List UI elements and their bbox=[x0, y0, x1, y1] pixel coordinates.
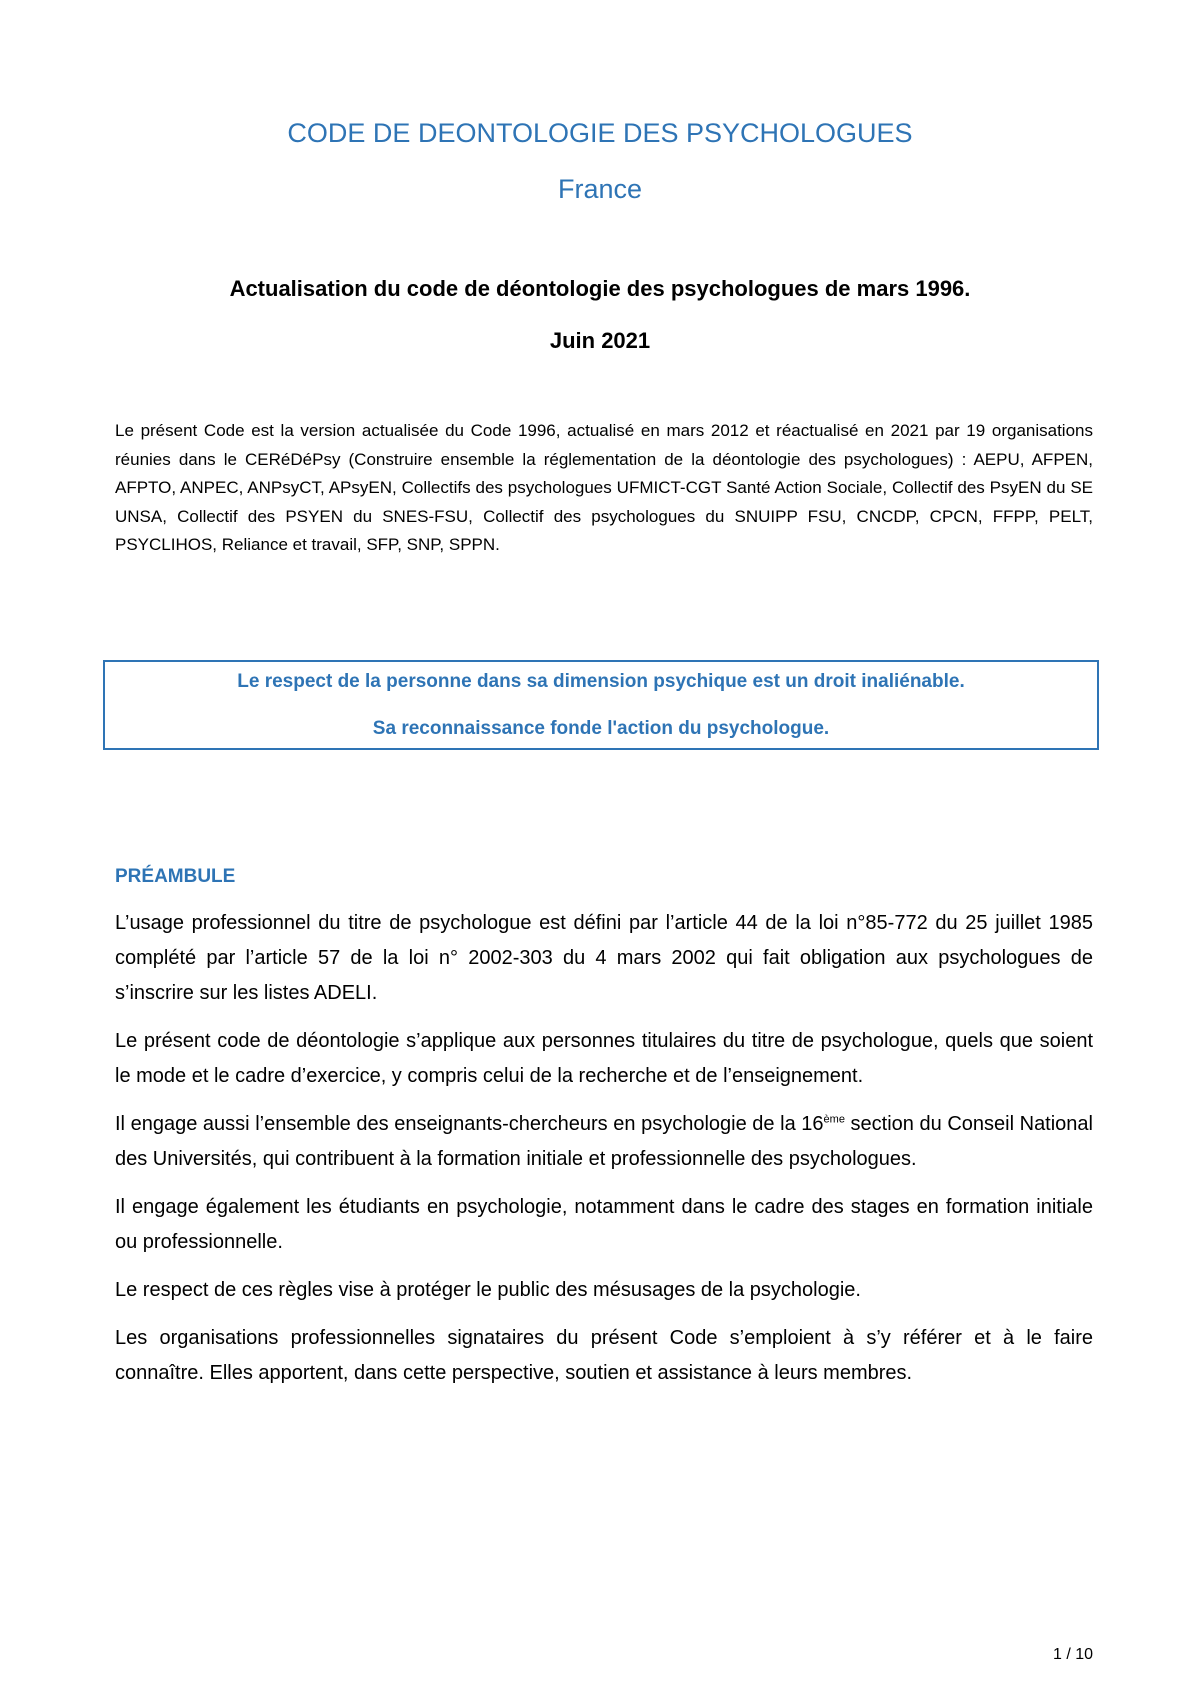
principle-callout-box bbox=[103, 660, 1099, 750]
document-heading: Actualisation du code de déontologie des psychologues de mars 1996. bbox=[229, 276, 971, 301]
preamble-paragraph-2: Le présent code de déontologie s’applique aux personnes titulaires du titre de psychologue, quels que soient le mode et le cadre d’exercice, y compris celui de la recherche et de l’enseignement. bbox=[115, 1030, 1093, 1087]
document-date: Juin 2021 bbox=[549, 328, 651, 353]
preamble-body bbox=[115, 906, 1093, 1404]
document-subtitle: France bbox=[557, 174, 643, 204]
preamble-paragraph-3-start: Il engage aussi l’ensemble des enseignants-chercheurs en psychologie de la 16 bbox=[115, 1113, 824, 1135]
callout-line-1: Le respect de la personne dans sa dimension psychique est un droit inaliénable. bbox=[237, 671, 965, 692]
intro-paragraph: Le présent Code est la version actualisée du Code 1996, actualisé en mars 2012 et réactualisé en 2021 par 19 organisations réunies dans le CERéDéPsy (Construire ensemble la réglementation de la déontologie des psychologues) : AEPU, AFPEN, AFPTO, ANPEC, ANPsyCT, APsyEN, Collectifs des psychologues UFMICT-CGT Santé Action Sociale, Collectif des PsyEN du SE UNSA, Collectif des PSYEN du SNES-FSU, Collectif des psychologues du SNUIPP FSU, CNCDP, CPCN, FFPP, PELT, PSYCLIHOS, Reliance et travail, SFP, SNP, SPPN. bbox=[115, 421, 1093, 554]
preamble-paragraph-6: Les organisations professionnelles signataires du présent Code s’emploient à s’y référer et à le faire connaître. Elles apportent, dans cette perspective, soutien et assistance à leurs membres. bbox=[115, 1327, 1093, 1384]
preamble-title: PRÉAMBULE bbox=[115, 866, 236, 887]
preamble-paragraph-3 bbox=[115, 1107, 1093, 1177]
preamble-paragraph-3-end: section du Conseil National des Universités, qui contribuent à la formation initiale et professionnelle des psychologues. bbox=[115, 1113, 1093, 1170]
preamble-paragraph-1: L’usage professionnel du titre de psychologue est défini par l’article 44 de la loi n°85-772 du 25 juillet 1985 complété par l’article 57 de la loi n° 2002-303 du 4 mars 2002 qui fait obligation aux psychologues de s’inscrire sur les listes ADELI. bbox=[115, 912, 1093, 1004]
preamble-paragraph-5: Le respect de ces règles vise à protéger le public des mésusages de la psychologie. bbox=[115, 1279, 861, 1301]
callout-line-2: Sa reconnaissance fonde l'action du psychologue. bbox=[372, 718, 830, 739]
preamble-paragraph-4: Il engage également les étudiants en psychologie, notamment dans le cadre des stages en formation initiale ou professionnelle. bbox=[115, 1196, 1093, 1253]
document-title: CODE DE DEONTOLOGIE DES PSYCHOLOGUES bbox=[287, 118, 913, 148]
page-number: 1 / 10 bbox=[1052, 1646, 1093, 1663]
ordinal-superscript: ème bbox=[823, 1113, 845, 1126]
